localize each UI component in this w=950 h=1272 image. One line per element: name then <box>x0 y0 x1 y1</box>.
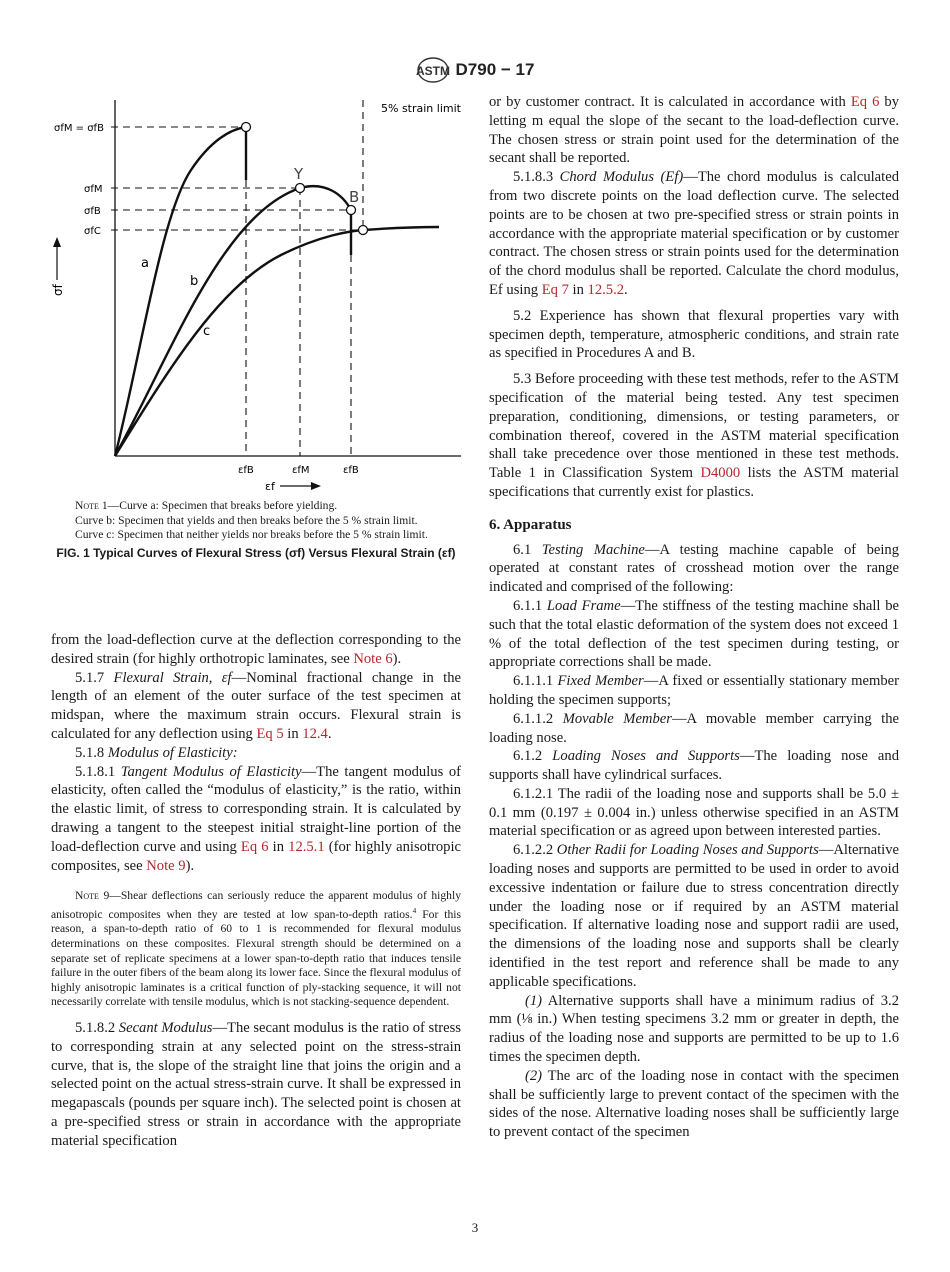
right-column <box>489 93 899 1142</box>
note-1-curve-c: Curve c: Specimen that neither yields nor breaks before the 5 % strain limit. <box>75 528 428 542</box>
section-6-1-1: 6.1.1 Load Frame—The stiffness of the testing machine shall be such that the total elastic deformation of the system does not exceed 1 % of the total deflection of the test specimen during testing, or appropriate corrections shall be made. <box>489 597 899 671</box>
link-eq-5[interactable]: Eq 5 <box>256 725 284 742</box>
svg-text:Y: Y <box>294 165 304 183</box>
svg-text:ASTM: ASTM <box>415 64 450 78</box>
link-d4000[interactable]: D4000 <box>700 465 741 482</box>
svg-text:a: a <box>141 256 149 271</box>
paragraph-continuation: from the load-deflection curve at the deflection corresponding to the desired strain (for highly orthotropic laminates, see Note 6). <box>51 632 461 667</box>
section-6-1-1-2: 6.1.1.2 Movable Member—A movable member carrying the loading nose. <box>489 710 899 746</box>
link-12-5-2[interactable]: 12.5.2 <box>587 281 625 298</box>
left-column <box>51 631 461 1151</box>
svg-text:εf: εf <box>265 480 275 493</box>
link-eq-7[interactable]: Eq 7 <box>541 281 569 298</box>
link-note-9[interactable]: Note 9 <box>146 857 186 874</box>
link-eq-6[interactable]: Eq 6 <box>240 838 269 855</box>
astm-logo-icon <box>416 56 450 84</box>
section-5-1-7: 5.1.7 Flexural Strain, εf—Nominal fractional change in the length of an element of the outer surface of the test specimen at midspan, where the maximum strain occurs. Flexural strain is calculated for any deflection using Eq 5 in 12.4. <box>51 669 462 742</box>
svg-text:εfB: εfB <box>238 465 254 476</box>
page-header <box>0 55 950 85</box>
note-9: Note 9—Shear deflections can seriously reduce the apparent modulus of highly anisotropic composites when they are tested at low span-to-depth ratios.$^4$ For this reason, a span-to-depth ratio of 60 to 1 is recommended for flexural modulus determinations on these composites. Flexural strength should be determined on a separate set of replicate specimens at a lower span-to-depth ratio that induces tensile failure in the outer fibers of the beam along its lower face. Since the flexural modulus of highly anisotropic laminates is a critical function of ply-stacking sequence, it will not necessarily correlate with tensile modulus, which is not stacking-sequence dependent. <box>51 889 462 1009</box>
figure-1-notes <box>51 499 461 561</box>
y-axis-label: σf <box>51 284 65 296</box>
section-5-2: 5.2 Experience has shown that flexural properties vary with specimen depth, temperature, atmospheric conditions, and strain rate as specified in Procedures A and B. <box>489 307 899 362</box>
section-6-1-2-1: 6.1.2.1 The radii of the loading nose and supports shall be 5.0 ± 0.1 mm (0.197 ± 0.004 in.) unless otherwise specified in an ASTM material specification or as agreed upon between interested parties. <box>489 785 899 840</box>
svg-text:εfM: εfM <box>292 465 310 476</box>
section-5-1-8: 5.1.8 Modulus of Elasticity: <box>75 744 238 761</box>
section-6-1-2: 6.1.2 Loading Noses and Supports—The loading nose and supports shall have cylindrical surfaces. <box>489 748 899 784</box>
link-12-5-1[interactable]: 12.5.1 <box>288 838 325 855</box>
svg-text:5% strain limit: 5% strain limit <box>381 102 461 115</box>
document-id: D790 − 17 <box>455 60 535 79</box>
svg-text:B: B <box>349 188 360 206</box>
note-1-curve-b: Curve b: Specimen that yields and then breaks before the 5 % strain limit. <box>75 513 418 527</box>
svg-text:σfM: σfM <box>84 184 103 195</box>
section-5-1-8-2: 5.1.8.2 Secant Modulus—The secant modulus is the ratio of stress to corresponding strain at any selected point on the stress-strain curve, that is, the slope of the straight line that joins the origin and a selected point on the actual stress-strain curve. It shall be expressed in megapascals (pounds per square inch). The selected point is chosen at a pre-specified stress or strain in accordance with the appropriate material specification <box>51 1019 461 1149</box>
svg-text:σfB: σfB <box>84 206 101 217</box>
svg-text:b: b <box>190 274 199 289</box>
link-note-6[interactable]: Note 6 <box>353 650 393 667</box>
section-6-1: 6.1 Testing Machine—A testing machine capable of being operated at constant rates of crosshead motion over the range indicated and comprised of the following: <box>489 541 900 596</box>
link-12-4[interactable]: 12.4 <box>302 725 328 742</box>
svg-text:σfC: σfC <box>84 226 101 237</box>
section-5-1-8-1: 5.1.8.1 Tangent Modulus of Elasticity—The tangent modulus of elasticity, often called the “modulus of elasticity,” is the ratio, within the elastic limit, of stress to corresponding strain. It is calculated by drawing a tangent to the steepest initial straight-line portion of the load-deflection curve and using Eq 6 in 12.5.1 (for highly anisotropic composites, see Note 9). <box>51 763 462 874</box>
figure-1-stress-strain-chart <box>51 95 466 495</box>
figure-1-caption: FIG. 1 Typical Curves of Flexural Stress (σf) Versus Flexural Strain (εf) <box>56 545 456 560</box>
section-6-heading: 6. Apparatus <box>489 516 572 533</box>
svg-text:c: c <box>203 324 211 339</box>
section-5-3: 5.3 Before proceeding with these test methods, refer to the ASTM specification of the material being tested. Any test specimen preparation, conditioning, dimensions, or testing parameters, or combination thereof, covered in the ASTM material specification shall take precedence over those mentioned in these test methods. Table 1 in Classification System D4000 lists the ASTM material specifications that currently exist for plastics. <box>489 371 899 500</box>
page-number: 3 <box>471 1220 479 1235</box>
section-6-1-2-2: 6.1.2.2 Other Radii for Loading Noses and Supports—Alternative loading noses and supports are permitted to be used in order to avoid excessive indentation or failure due to stress concentration directly under the loading nose or if required by an ASTM material specification. If alternative loading nose and support radii are used, the dimensions of the loading nose and supports shall be clearly identified in the test report and reference shall be made to any applicable specifications. <box>489 842 899 990</box>
list-item-1: (1) Alternative supports shall have a minimum radius of 3.2 mm (⅛ in.) When testing specimens 3.2 mm or greater in depth, the radius of the loading nose and supports are permitted to be up to 1.6 times the specimen depth. <box>489 992 899 1066</box>
section-5-1-8-3: 5.1.8.3 Chord Modulus (Ef)—The chord modulus is calculated from two discrete points on the load deflection curve. The selected points are to be chosen at two pre-specified stress or strain points in accordance with the appropriate material specification or by customer contract. The chosen stress or strain points used for the determination of the chord modulus shall be reported. Calculate the chord modulus, Ef using Eq 7 in 12.5.2. <box>489 169 899 298</box>
section-6-1-1-1: 6.1.1.1 Fixed Member—A fixed or essentially stationary member holding the specimen supports; <box>489 673 899 708</box>
link-eq-6-right[interactable]: Eq 6 <box>850 94 880 110</box>
paragraph-continuation-right: or by customer contract. It is calculated in accordance with Eq 6 by letting m equal the slope of the secant to the load-deflection curve. The chosen stress or strain point used for the determination of the secant shall be reported. <box>489 94 899 167</box>
note-1-curve-a: Note 1—Curve a: Specimen that breaks before yielding. <box>75 499 338 512</box>
svg-text:εfB: εfB <box>343 465 359 476</box>
svg-text:σfM = σfB: σfM = σfB <box>54 123 104 134</box>
list-item-2: (2) The arc of the loading nose in contact with the specimen shall be sufficiently large to prevent contact of the specimen with the sides of the nose. Alternative loading noses shall be sufficiently large to prevent contact of the specimen <box>489 1067 899 1141</box>
